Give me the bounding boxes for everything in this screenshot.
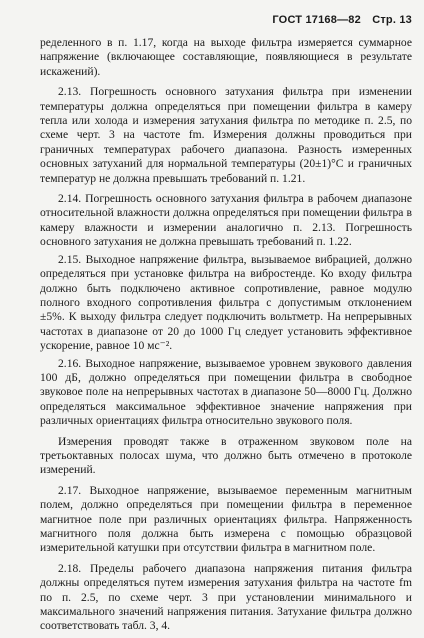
paragraph-2-14: 2.14. Погрешность основного затухания фильтра в рабочем диапазоне относительной влажности должна определяться при помещении фильтра в камеру влажности и измерении аналогично п. 2.13. Погрешность основного затухания не должна превышать требований п. 1.22. xyxy=(40,192,412,249)
page-header xyxy=(40,14,412,26)
standard-number: ГОСТ 17168—82 xyxy=(272,14,361,26)
paragraph-2-15: 2.15. Выходное напряжение фильтра, вызываемое вибрацией, должно определяться при установке фильтра на вибростенде. Ко входу фильтра должно быть подключено активное сопротивление, равное модулю полного входного сопротивления фильтра с допустимым отклонением ±5%. К выходу фильтра следует подключить вольтметр. На непрерывных частотах в диапазоне от 20 до 1000 Гц следует установить эффективное ускорение, равное 10 мс⁻². xyxy=(40,252,412,353)
paragraph-2-17: 2.17. Выходное напряжение, вызываемое переменным магнитным полем, должно определяться при помещении фильтра в переменное магнитное поле при различных ориентациях фильтра. Напряженность магнитного поля должна быть измерена с помощью образцовой измерительной катушки при отсутствии фильтра в магнитном поле. xyxy=(40,483,412,555)
paragraph-2-18: 2.18. Пределы рабочего диапазона напряжения питания фильтра должны определяться путем измерения затухания фильтра на частоте fm по п. 2.5, по схеме черт. 3 при установлении минимального и максимального значений напряжения питания. Затухание фильтра должно соответствовать табл. 3, 4. xyxy=(40,561,412,633)
paragraph-2-13: 2.13. Погрешность основного затухания фильтра при изменении температуры должна определяться при помещении фильтра в камеру тепла или холода и измерения затухания фильтра по методике п. 2.5, по схеме черт. 3 на частоте fm. Измерения должны проводиться при граничных температурах рабочего диапазона. Разность измеренных основных затуханий для нормальной температуры (20±1)°С и граничных температур не должна превышать требований п. 1.21. xyxy=(40,85,412,185)
paragraph-continuation: ределенного в п. 1.17, когда на выходе фильтра измеряется суммарное напряжение (включающее составляющие, появляющиеся в результате искажений). xyxy=(40,36,412,78)
page-number: Стр. 13 xyxy=(372,14,412,26)
paragraph-2-16-note: Измерения проводят также в отраженном звуковом поле на третьоктавных полосах шума, что должно быть отмечено в протоколе измерений. xyxy=(40,434,412,477)
paragraph-2-16: 2.16. Выходное напряжение, вызываемое уровнем звукового давления 100 дБ, должно определяться при помещении фильтра в свободное звуковое поле на непрерывных частотах в диапазоне 50—8000 Гц. Должно определяться максимальное эффективное значение напряжения при различных ориентациях фильтра относительно звукового поля. xyxy=(40,356,412,428)
